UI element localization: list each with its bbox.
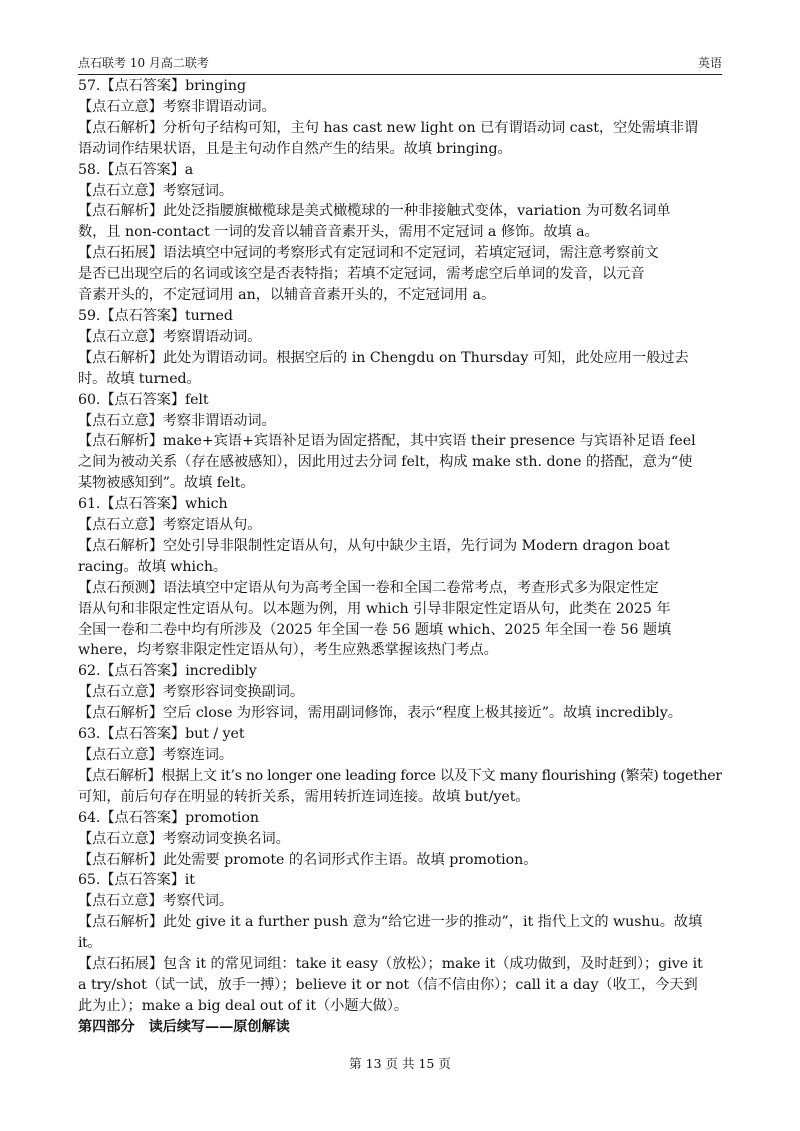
text-line: 【点石解析】make+宾语+宾语补足语为固定搭配，其中宾语 their presence 与宾语补足语 feel [78,433,696,450]
text-line: 可知，前后句存在明显的转折关系，需用转折连词连接。故填 but/yet。 [78,788,530,805]
text-line: it。 [78,935,101,952]
text-line: 【点石立意】考察非谓语动词。 [78,412,276,429]
text-line: 【点石立意】考察谓语动词。 [78,328,262,345]
text-line: 数，且 non-contact 一词的发音以辅音音素开头，需用不定冠词 a 修饰。故填 a。 [78,224,599,241]
text-line: 之间为被动关系（存在感被感知），因此用过去分词 felt，构成 make sth. done 的搭配，意为“使 [78,454,693,471]
answer-explanations [78,76,722,1038]
text-line: 59.【点石答案】turned [78,307,233,324]
text-line: 65.【点石答案】it [78,872,195,889]
text-line: 【点石拓展】包含 it 的常见词组：take it easy（放松）；make it（成功做到，及时赶到）；give it [78,956,703,973]
text-line: 57.【点石答案】bringing [78,78,247,94]
text-line: 时。故填 turned。 [78,370,201,387]
text-line: 【点石立意】考察定语从句。 [78,517,262,534]
text-line: 【点石解析】根据上文 it’s no longer one leading force 以及下文 many flourishing (繁荣) together [78,767,722,784]
text-line: 此为止）；make a big deal out of it（小题大做）。 [78,997,409,1014]
text-line: 【点石预测】语法填空中定语从句为高考全国一卷和全国二卷常考点，考查形式多为限定性定 [78,579,659,596]
text-line: 【点石解析】此处为谓语动词。根据空后的 in Chengdu on Thursday 可知，此处应用一般过去 [78,349,689,366]
text-line: 【点石拓展】语法填空中冠词的考察形式有定冠词和不定冠词，若填定冠词，需注意考察前文 [78,245,659,262]
text-line: 某物被感知到”。故填 felt。 [78,475,255,492]
text-line: 【点石立意】考察连词。 [78,747,233,763]
text-line: 【点石解析】此处需要 promote 的名词形式作主语。故填 promotion。 [78,851,538,868]
text-line: 【点石立意】考察动词变换名词。 [78,830,290,847]
text-line: a try/shot（试一试，放手一搏）；believe it or not（信不信由你）；call it a day（收工，今天到 [78,976,698,993]
text-line: 【点石解析】分析句子结构可知，主句 has cast new light on 已有谓语动词 cast，空处需填非谓 [78,119,699,136]
text-line: 60.【点石答案】felt [78,391,209,408]
text-line: 全国一卷和二卷中均有所涉及（2025 年全国一卷 56 题填 which、2025 年全国一卷 56 题填 [78,621,672,638]
text-line: 【点石立意】考察非谓语动词。 [78,98,276,115]
text-line: racing。故填 which。 [78,558,228,575]
text-line: 是否已出现空后的名词或该空是否表特指；若填不定冠词，需考虑空后单词的发音，以元音 [78,266,645,283]
header-right: 英语 [697,56,722,70]
section-heading: 第四部分 读后续写——原创解读 [78,1018,290,1035]
text-line: 61.【点石答案】which [78,496,228,513]
text-line: 【点石解析】此处泛指腰旗橄榄球是美式橄榄球的一种非接触式变体，variation 为可数名词单 [78,203,671,220]
text-line: 62.【点石答案】incredibly [78,663,257,680]
header-left: 点石联考 10 月高二联考 [78,56,209,70]
text-line: 64.【点石答案】promotion [78,809,259,826]
page-footer: 第 13 页 共 15 页 [349,1056,451,1071]
text-line: 【点石立意】考察代词。 [78,893,233,910]
text-line: 语从句和非限定性定语从句。以本题为例，用 which 引导非限定性定语从句，此类在 2025 年 [78,600,671,617]
text-line: 63.【点石答案】but / yet [78,726,245,743]
text-line: where，均考察非限定性定语从句），考生应熟悉掌握该热门考点。 [78,642,498,659]
text-line: 58.【点石答案】a [78,161,194,178]
page-header [78,50,722,75]
text-line: 语动词作结果状语，且是主句动作自然产生的结果。故填 bringing。 [78,140,512,157]
text-line: 【点石解析】空后 close 为形容词，需用副词修饰，表示“程度上极其接近”。故填 incredibly。 [78,705,682,722]
text-line: 【点石立意】考察冠词。 [78,182,233,199]
text-line: 【点石解析】此处 give it a further push 意为“给它进一步的推动”，it 指代上文的 wushu。故填 [78,914,703,931]
text-line: 【点石解析】空处引导非限制性定语从句，从句中缺少主语，先行词为 Modern dragon boat [78,537,670,554]
text-line: 音素开头的，不定冠词用 an，以辅音音素开头的，不定冠词用 a。 [78,287,496,304]
text-line: 【点石立意】考察形容词变换副词。 [78,684,304,701]
